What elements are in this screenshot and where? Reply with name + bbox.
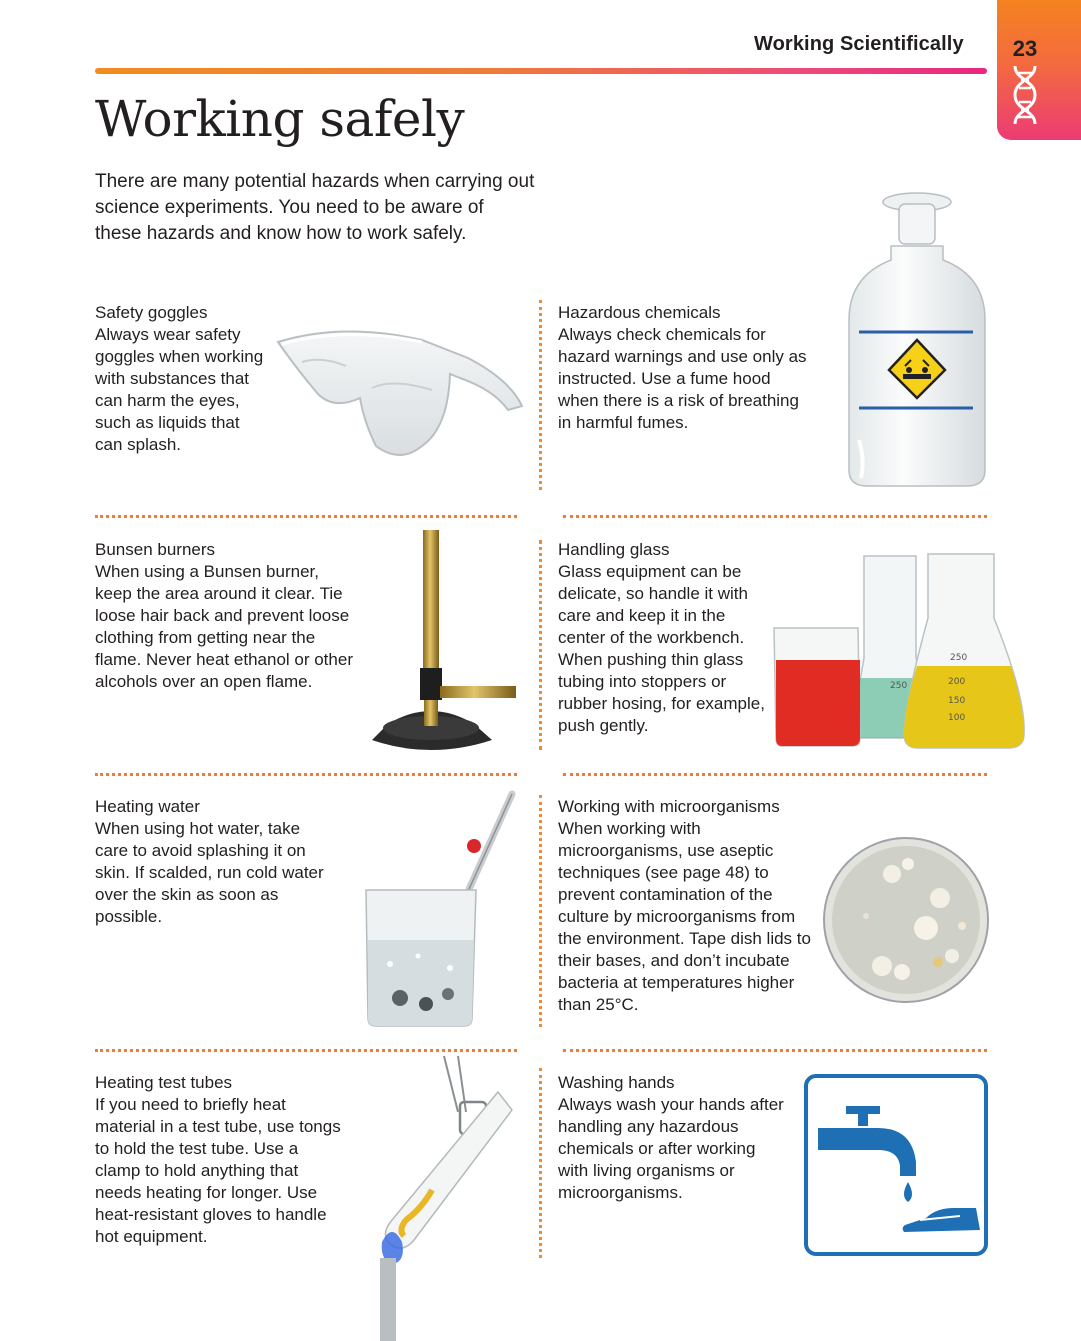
section-bunsen-burners xyxy=(95,539,357,693)
section-body: Always wear safety goggles when working with substances that can harm the eyes, such as liquids that can splash. xyxy=(95,325,264,454)
safety-goggles-image xyxy=(272,318,527,468)
section-body: When using hot water, take care to avoid splashing it on skin. If scalded, run cold water over the skin as soon as possible. xyxy=(95,819,324,926)
column-divider-3 xyxy=(539,795,542,1027)
section-title: Bunsen burners xyxy=(95,540,216,559)
section-title: Washing hands xyxy=(558,1073,675,1092)
section-title: Working with microorganisms xyxy=(558,797,780,816)
bunsen-burner-image xyxy=(368,528,518,753)
page-number: 23 xyxy=(1012,36,1038,61)
section-handling-glass xyxy=(558,539,768,737)
section-title: Safety goggles xyxy=(95,303,208,322)
beaker-thermometer-image xyxy=(360,790,525,1030)
section-title: Hazardous chemicals xyxy=(558,303,721,322)
tap-washing-hands-icon xyxy=(804,1074,988,1256)
dna-icon xyxy=(1009,64,1041,126)
row-divider-right-3 xyxy=(563,1049,987,1052)
chemical-bottle-image xyxy=(845,190,990,490)
column-divider-4 xyxy=(539,1068,542,1258)
section-washing-hands xyxy=(558,1072,788,1204)
section-label: Working Scientifically xyxy=(754,33,964,55)
row-divider-right-2 xyxy=(563,773,987,776)
section-title: Handling glass xyxy=(558,540,670,559)
section-title: Heating water xyxy=(95,797,200,816)
row-divider-left-1 xyxy=(95,515,517,518)
petri-dish-image xyxy=(822,820,990,1020)
flask-100-label: 100 xyxy=(948,713,966,723)
page-title: Working safely xyxy=(95,90,465,148)
row-divider-right-1 xyxy=(563,515,987,518)
section-heating-water xyxy=(95,796,335,928)
section-body: Glass equipment can be delicate, so handle it with care and keep it in the center of the workbench. When pushing thin glass tubing into stoppers or rubber hosing, for example, push gently. xyxy=(558,562,765,735)
section-heating-test-tubes xyxy=(95,1072,345,1248)
section-body: When working with microorganisms, use aseptic techniques (see page 48) to prevent contamination of the culture by microorganisms from the environment. Tape dish lids to their bases, and don’t incubate bacteria at temperatures higher than 25°C. xyxy=(558,819,811,1014)
section-body: Always check chemicals for hazard warnings and use only as instructed. Use a fume hood when there is a risk of breathing in harmful fumes. xyxy=(558,325,807,432)
section-title: Heating test tubes xyxy=(95,1073,233,1092)
flask-200-label: 200 xyxy=(948,677,966,687)
section-safety-goggles xyxy=(95,302,265,456)
beaker-250-label: 250 xyxy=(890,681,908,691)
glassware-image xyxy=(768,548,1030,753)
section-body: Always wash your hands after handling any hazardous chemicals or after working with living organisms or microorganisms. xyxy=(558,1095,784,1202)
test-tube-heating-image xyxy=(362,1052,522,1341)
section-body: If you need to briefly heat material in a test tube, use tongs to hold the test tube. Use a clamp to hold anything that needs heating for longer. Use heat-resistant gloves to handle hot equipment. xyxy=(95,1095,341,1246)
header-rule xyxy=(95,68,987,74)
column-divider-1 xyxy=(539,300,542,490)
section-hazardous-chemicals xyxy=(558,302,808,434)
flask-250-label: 250 xyxy=(950,653,968,663)
page-tab xyxy=(997,0,1081,140)
flask-150-label: 150 xyxy=(948,696,966,706)
intro-text: There are many potential hazards when carrying out science experiments. You need to be aware of these hazards and know how to work safely. xyxy=(95,171,535,244)
section-body: When using a Bunsen burner, keep the area around it clear. Tie loose hair back and prevent loose clothing from getting near the flame. Never heat ethanol or other alcohols over an open flame. xyxy=(95,562,353,691)
column-divider-2 xyxy=(539,540,542,750)
section-microorganisms xyxy=(558,796,814,1016)
row-divider-left-2 xyxy=(95,773,517,776)
